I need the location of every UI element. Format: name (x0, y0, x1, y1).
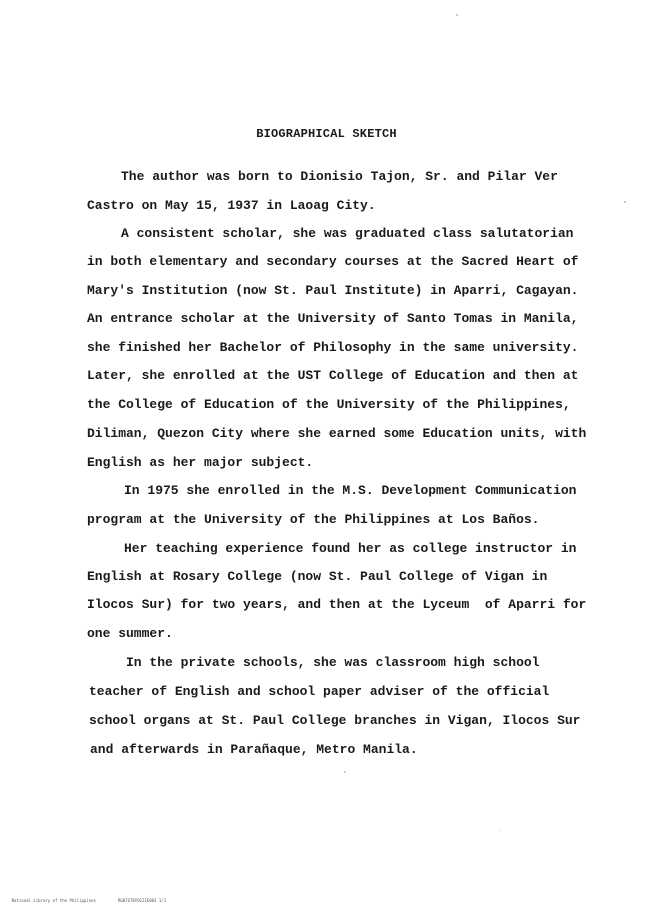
body-line: An entrance scholar at the University of Santo Tomas in Manila, (87, 311, 579, 326)
body-line: Later, she enrolled at the UST College of Education and then at (87, 368, 579, 383)
page-title: BIOGRAPHICAL SKETCH (256, 127, 397, 141)
body-line: Ilocos Sur) for two years, and then at the Lyceum of Aparri for (87, 597, 587, 612)
body-line: English as her major subject. (87, 455, 314, 470)
body-line: Castro on May 15, 1937 in Laoag City. (87, 198, 376, 213)
scan-speck (500, 830, 501, 831)
scan-speck (624, 201, 626, 203)
body-line: in both elementary and secondary courses at the Sacred Heart of (87, 254, 579, 269)
body-line: school organs at St. Paul College branches in Vigan, Ilocos Sur (89, 713, 581, 728)
body-line: Mary's Institution (now St. Paul Institute) in Aparri, Cagayan. (87, 283, 579, 298)
body-line: Diliman, Quezon City where she earned some Education units, with (87, 426, 587, 441)
body-line: one summer. (87, 626, 173, 641)
body-line: In the private schools, she was classroom high school (126, 655, 540, 670)
footer-code: RG07ST0Y0121E003 1/1 (117, 898, 167, 903)
footer-library: National Library of the Philippines (11, 898, 96, 903)
body-line: and afterwards in Parañaque, Metro Manila. (90, 742, 418, 757)
body-line: In 1975 she enrolled in the M.S. Development Communication (124, 483, 577, 498)
body-line: the College of Education of the University of the Philippines, (87, 397, 571, 412)
body-line: A consistent scholar, she was graduated class salutatorian (121, 226, 574, 241)
scan-footer (2, 893, 166, 908)
scan-speck (344, 771, 346, 773)
body-line: English at Rosary College (now St. Paul College of Vigan in (87, 569, 548, 584)
body-line: The author was born to Dionisio Tajon, Sr. and Pilar Ver (121, 169, 558, 184)
body-line: she finished her Bachelor of Philosophy in the same university. (87, 340, 579, 355)
body-line: program at the University of the Philippines at Los Baños. (87, 512, 540, 527)
body-line: Her teaching experience found her as college instructor in (124, 541, 577, 556)
scan-speck (456, 14, 458, 16)
body-line: teacher of English and school paper adviser of the official (89, 684, 550, 699)
